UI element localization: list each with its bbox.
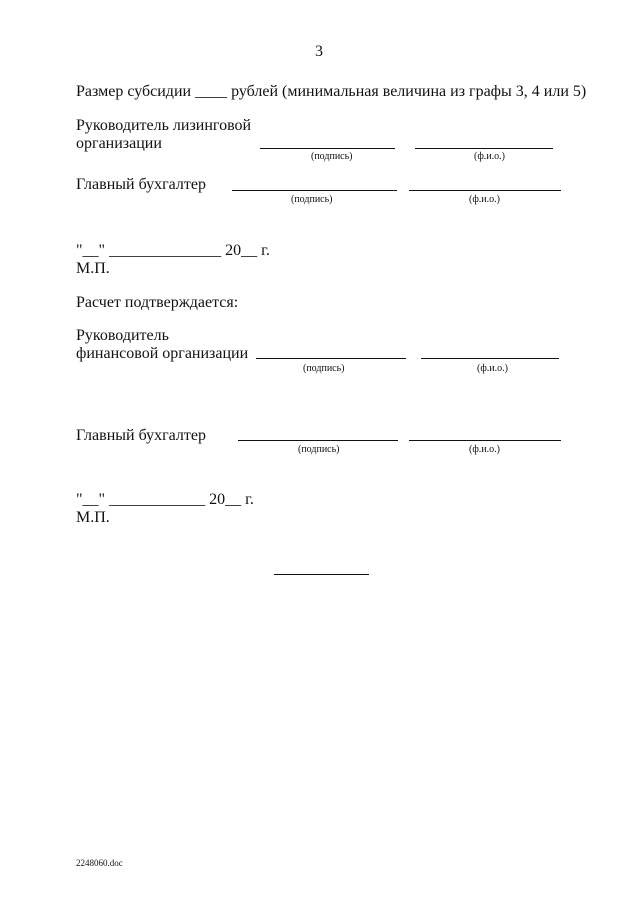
- leasing-accountant-label: Главный бухгалтер: [76, 176, 206, 193]
- leasing-head-label-line2: организации: [76, 135, 162, 152]
- leasing-accountant-signature-line: [232, 190, 397, 191]
- finance-stamp: М.П.: [76, 509, 110, 526]
- finance-head-label-line1: Руководитель: [76, 327, 169, 344]
- leasing-accountant-signature-caption: (подпись): [291, 194, 333, 205]
- leasing-stamp: М.П.: [76, 260, 110, 277]
- confirmation-label: Расчет подтверждается:: [76, 294, 239, 311]
- finance-head-signature-caption: (подпись): [303, 363, 345, 374]
- finance-head-label-line2: финансовой организации: [76, 345, 249, 362]
- finance-accountant-label: Главный бухгалтер: [76, 427, 206, 444]
- leasing-head-name-caption: (ф.и.о.): [474, 151, 505, 162]
- leasing-head-signature-caption: (подпись): [311, 151, 353, 162]
- leasing-accountant-name-caption: (ф.и.о.): [469, 194, 500, 205]
- end-separator-line: [274, 574, 369, 575]
- finance-accountant-name-caption: (ф.и.о.): [469, 444, 500, 455]
- finance-date-line: "__" ____________ 20__ г.: [76, 491, 254, 508]
- page-number: 3: [315, 43, 323, 60]
- finance-accountant-signature-line: [238, 440, 398, 441]
- finance-head-signature-line: [256, 358, 406, 359]
- finance-accountant-signature-caption: (подпись): [298, 444, 340, 455]
- leasing-head-signature-line: [260, 148, 395, 149]
- footer-filename: 2248060.doc: [76, 858, 123, 868]
- leasing-head-label-line1: Руководитель лизинговой: [76, 117, 252, 134]
- subsidy-amount-line: Размер субсидии ____ рублей (минимальная величина из графы 3, 4 или 5): [76, 83, 587, 100]
- leasing-accountant-name-line: [409, 190, 561, 191]
- finance-head-name-line: [421, 358, 559, 359]
- leasing-date-line: "__" ______________ 20__ г.: [76, 242, 270, 259]
- leasing-head-name-line: [415, 148, 553, 149]
- finance-head-name-caption: (ф.и.о.): [477, 363, 508, 374]
- finance-accountant-name-line: [409, 440, 561, 441]
